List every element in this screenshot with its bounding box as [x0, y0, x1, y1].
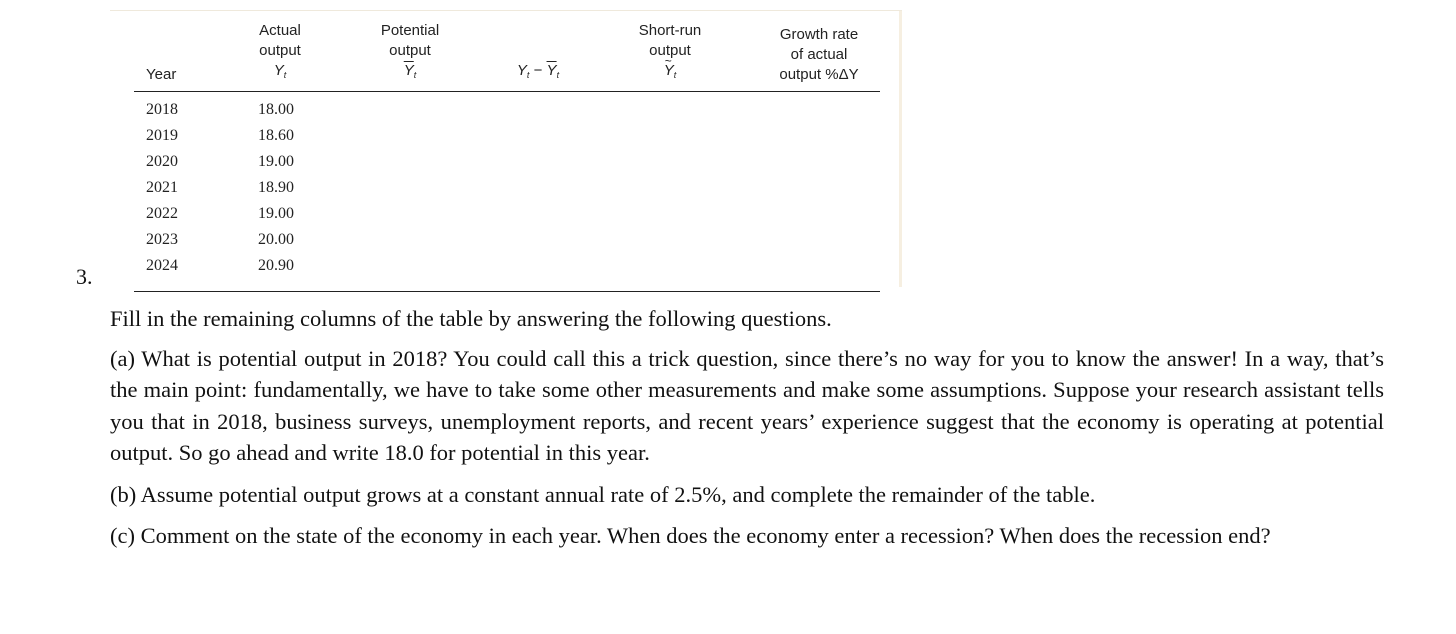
header-potential-line2: output [389, 42, 431, 59]
actual-output-cell: 20.90 [258, 257, 294, 274]
table-bottom-rule [134, 291, 880, 292]
header-shortrun-sub: t [673, 70, 677, 80]
header-actual-sub: t [283, 70, 287, 80]
header-year-label: Year [146, 66, 177, 83]
year-cell: 2019 [146, 127, 178, 144]
actual-output-cell: 18.00 [258, 101, 294, 118]
header-actual-line2: output [259, 42, 301, 59]
header-potential-output [370, 21, 450, 85]
header-actual-output [240, 21, 320, 85]
header-potential-symbol: $\overline{Y}$ [403, 62, 414, 79]
header-growth-line1: Growth rate [779, 26, 859, 43]
question-number: 3. [76, 264, 93, 289]
table-header [134, 23, 880, 92]
intro-paragraph: Fill in the remaining columns of the table by answering the following questions. [110, 306, 832, 331]
header-year [146, 65, 186, 85]
header-growth-rate [764, 25, 874, 85]
part-a-paragraph: (a) What is potential output in 2018? You could call this a trick question, since there’s no way for you to know the answer! In a way, that’s the main point: fundamentally, we have to take some other measurements and make some assumptions. Suppose your research assistant tells you that in 2018, business surveys, unemployment reports, and recent years’ experience suggest that the economy is operating at potential output. So go ahead and write 18.0 for potential in this year. [110, 345, 1384, 465]
actual-output-cell: 20.00 [258, 231, 294, 248]
header-actual-symbol: Y [273, 62, 284, 79]
table-row [134, 254, 880, 280]
table-body [134, 92, 880, 280]
year-cell: 2023 [146, 231, 178, 248]
header-gap-sym1: Y [516, 62, 527, 79]
header-shortrun-symbol: ~ Y [664, 61, 674, 81]
header-gap-sym2: $\overline{Y}$ [546, 62, 557, 79]
question-text [110, 303, 1384, 562]
header-potential-sub: t [413, 70, 417, 80]
table-row [134, 176, 880, 202]
year-cell: 2018 [146, 101, 178, 118]
header-gap-minus: − [529, 62, 547, 79]
year-cell: 2021 [146, 179, 178, 196]
table-row [134, 202, 880, 228]
header-gap-sub2: t [556, 70, 560, 80]
actual-output-cell: 18.90 [258, 179, 294, 196]
table-figure [110, 10, 902, 287]
header-output-gap [498, 61, 578, 85]
header-growth-line2: of actual [790, 46, 848, 63]
year-cell: 2024 [146, 257, 178, 274]
header-growth-line3: output %ΔY [779, 66, 859, 83]
header-actual-line1: Actual [259, 22, 301, 39]
table-row [134, 98, 880, 124]
header-potential-line1: Potential [380, 22, 440, 39]
year-cell: 2022 [146, 205, 178, 222]
year-cell: 2020 [146, 153, 178, 170]
table-row [134, 228, 880, 254]
part-b-paragraph: (b) Assume potential output grows at a constant annual rate of 2.5%, and complete the remainder of the table. [110, 481, 1096, 507]
header-gap-sub1: t [526, 70, 530, 80]
table-row [134, 124, 880, 150]
output-table [134, 23, 880, 280]
table-row [134, 150, 880, 176]
part-c-paragraph: (c) Comment on the state of the economy in each year. When does the economy enter a recession? When does the recession end? [110, 523, 1271, 548]
header-shortrun-line2: output [649, 42, 691, 59]
header-short-run-output [622, 21, 718, 85]
actual-output-cell: 19.00 [258, 205, 294, 222]
actual-output-cell: 19.00 [258, 153, 294, 170]
actual-output-cell: 18.60 [258, 127, 294, 144]
header-shortrun-line1: Short-run [638, 22, 702, 39]
